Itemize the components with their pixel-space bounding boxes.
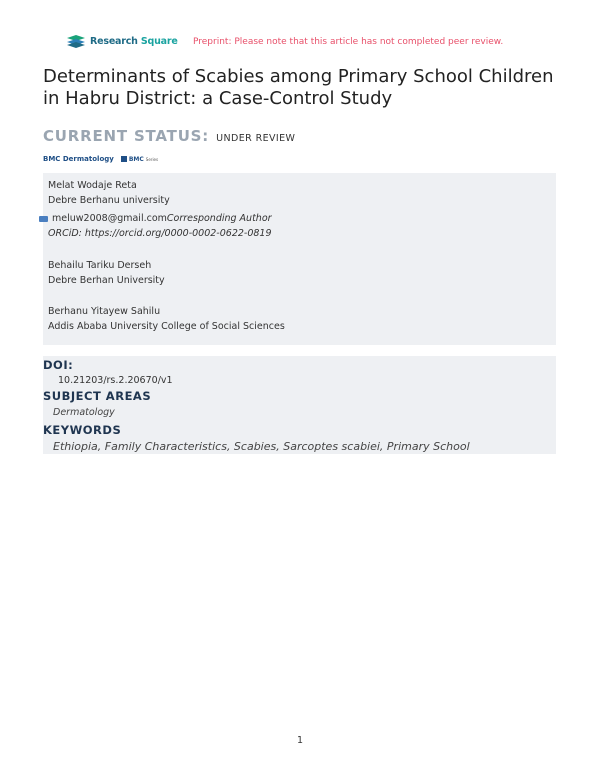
preprint-notice: Preprint: Please note that this article has not completed peer review.: [193, 37, 504, 47]
author-affiliation: Debre Berhanu university: [48, 195, 170, 206]
author-email[interactable]: meluw2008@gmail.com: [52, 213, 167, 224]
status-value: UNDER REVIEW: [216, 133, 296, 144]
logo-text: Research Square: [90, 35, 178, 47]
page-header: [66, 34, 546, 54]
keywords-label: KEYWORDS: [43, 423, 122, 437]
bmc-series-word: Series: [145, 156, 159, 162]
corresponding-author: Corresponding Author: [166, 213, 272, 224]
subject-areas-value[interactable]: Dermatology: [53, 407, 115, 418]
author-affiliation: Debre Berhan University: [48, 275, 165, 286]
doi-value[interactable]: 10.21203/rs.2.20670/v1: [58, 375, 173, 386]
research-square-icon: [66, 34, 86, 48]
metadata-box: [43, 356, 556, 454]
page-number: 1: [296, 735, 304, 746]
current-status: [43, 126, 295, 145]
authors-box: [43, 173, 556, 345]
research-square-logo[interactable]: [66, 34, 178, 48]
keywords-value: Ethiopia, Family Characteristics, Scabies, Sarcoptes scabiei, Primary School: [53, 440, 470, 453]
bmc-series-logo: [121, 156, 158, 163]
email-icon: [39, 216, 48, 222]
author-name: Berhanu Yitayew Sahilu: [48, 306, 161, 317]
author-name: Behailu Tariku Derseh: [48, 260, 152, 271]
author-affiliation: Addis Ababa University College of Social Sciences: [48, 321, 285, 332]
author-email-line: [52, 213, 272, 224]
status-label: CURRENT STATUS:: [43, 127, 210, 145]
author-orcid[interactable]: ORCiD: https://orcid.org/0000-0002-0622-0819: [48, 228, 272, 239]
paper-title: Determinants of Scabies among Primary School Children in Habru District: a Case-Control Study: [43, 66, 554, 109]
journal-line: [43, 155, 158, 163]
bmc-brand: BMC: [128, 155, 144, 163]
doi-label: DOI:: [43, 358, 74, 372]
bmc-square-icon: [121, 156, 127, 162]
author-name: Melat Wodaje Reta: [48, 180, 137, 191]
journal-name[interactable]: BMC Dermatology: [43, 155, 114, 163]
subject-areas-label: SUBJECT AREAS: [43, 389, 152, 403]
